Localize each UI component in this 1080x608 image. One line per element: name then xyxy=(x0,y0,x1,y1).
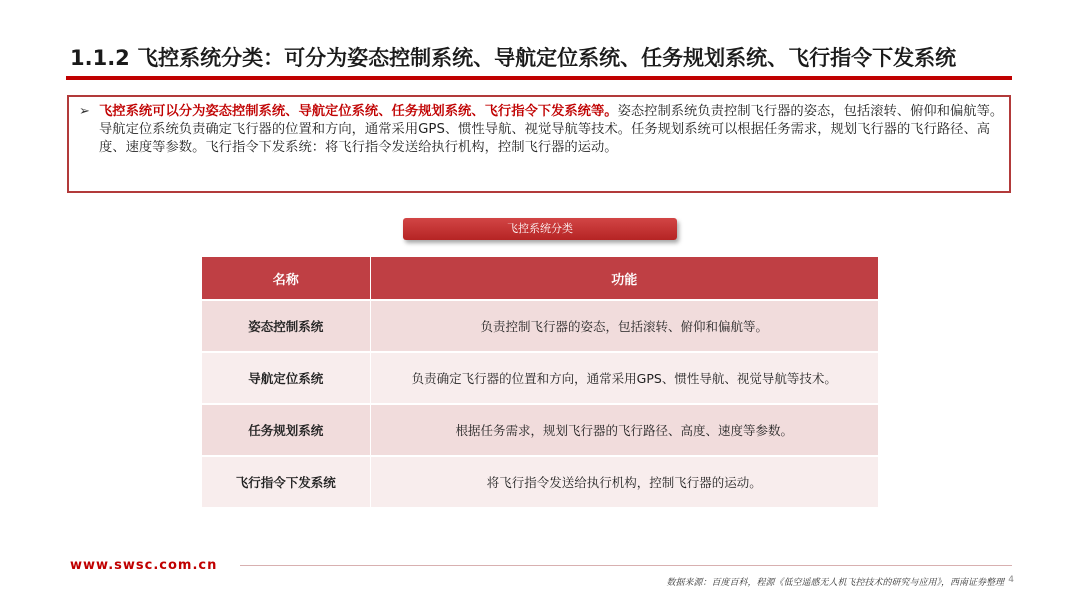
table-row xyxy=(202,456,878,507)
row-function: 将飞行指令发送给执行机构，控制飞行器的运动。 xyxy=(370,456,878,507)
summary-box xyxy=(67,95,1011,193)
page-title: 1.1.2 飞控系统分类：可分为姿态控制系统、导航定位系统、任务规划系统、飞行指令下发系统 xyxy=(70,46,957,70)
row-name: 姿态控制系统 xyxy=(202,300,370,352)
page-number: 4 xyxy=(1008,575,1014,585)
footer-source: 数据来源：百度百科，程源《低空遥感无人机飞控技术的研究与应用》，西南证券整理 xyxy=(666,578,1004,588)
summary-text xyxy=(99,103,1005,157)
table-row xyxy=(202,352,878,404)
table-row xyxy=(202,404,878,456)
header-function: 功能 xyxy=(370,257,878,300)
arrow-bullet-icon: ➢ xyxy=(79,104,90,119)
table-caption: 飞控系统分类 xyxy=(403,218,677,240)
table-row xyxy=(202,300,878,352)
row-name: 飞行指令下发系统 xyxy=(202,456,370,507)
row-name: 导航定位系统 xyxy=(202,352,370,404)
header-name: 名称 xyxy=(202,257,370,300)
row-function: 负责控制飞行器的姿态，包括滚转、俯仰和偏航等。 xyxy=(370,300,878,352)
footer-divider xyxy=(240,565,1012,566)
row-function: 根据任务需求，规划飞行器的飞行路径、高度、速度等参数。 xyxy=(370,404,878,456)
summary-body: 姿态控制系统负责控制飞行器的姿态，包括滚转、俯仰和偏航等。导航定位系统负责确定飞行器的位置和方向，通常采用GPS、惯性导航、视觉导航等技术。任务规划系统可以根据任务需求，规划飞行器的飞行路径、高度、速度等参数。飞行指令下发系统：将飞行指令发送给执行机构，控制飞行器的运动。 xyxy=(99,104,1004,155)
title-divider xyxy=(66,76,1012,80)
classification-table xyxy=(202,257,878,507)
summary-lead: 飞控系统可以分为姿态控制系统、导航定位系统、任务规划系统、飞行指令下发系统等。 xyxy=(99,104,618,119)
footer-url-link[interactable]: www.swsc.com.cn xyxy=(70,558,218,573)
table-header-row xyxy=(202,257,878,300)
row-name: 任务规划系统 xyxy=(202,404,370,456)
row-function: 负责确定飞行器的位置和方向，通常采用GPS、惯性导航、视觉导航等技术。 xyxy=(370,352,878,404)
